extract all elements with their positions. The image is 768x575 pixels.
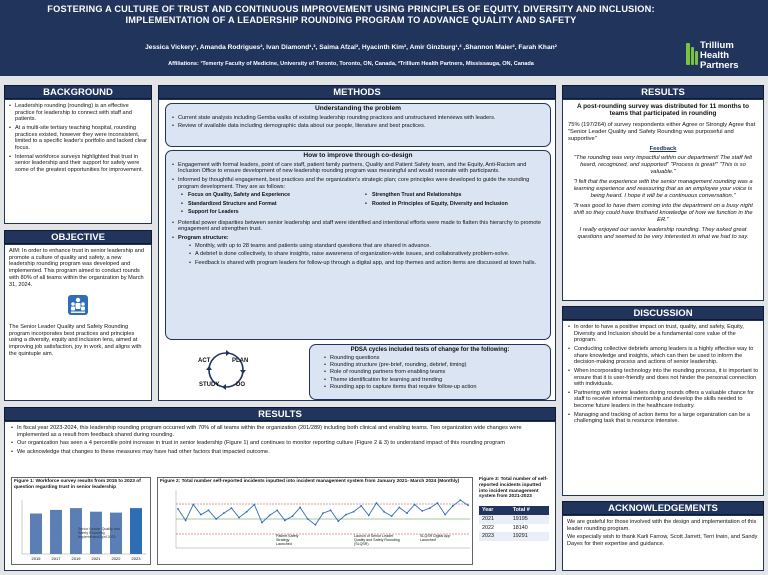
list-item: • Monthly, with up to 28 teams and patients using standard questions that are shared in advance. xyxy=(188,243,545,250)
list-item: • Current state analysis including Gemba walks of existing leadership rounding practices and unstructured interviews with leaders. xyxy=(171,115,545,122)
point-19 xyxy=(322,512,324,514)
point-17 xyxy=(307,518,309,520)
col-year: Year xyxy=(482,507,494,514)
point-35 xyxy=(444,514,446,516)
list-item: • Internal workforce surveys highlighted that trust in senior leadership and their support for safety were some of the greatest opportunities for improvement. xyxy=(8,154,148,174)
methods-heading: METHODS xyxy=(158,85,556,99)
figure-3 xyxy=(479,477,551,567)
point-6 xyxy=(223,512,225,514)
results-right-section xyxy=(562,99,764,301)
point-20 xyxy=(330,509,332,511)
objective-description: The Senior Leader Quality and Safety Rounding program incorporates best practices and principles using a diversity, equity and inclusion lens, aimed at improving job satisfaction, joy in work, and aligns with the quintuple aim. xyxy=(9,323,142,357)
point-32 xyxy=(421,510,423,512)
point-28 xyxy=(391,515,393,517)
survey-lead: A post-rounding survey was distributed for 11 months to teams that participated in rounding xyxy=(577,103,749,118)
point-30 xyxy=(406,512,408,514)
list-item: • In fiscal year 2023-2024, this leadership rounding program occurred with 70% of all teams within the organization (201/289) including both clinical and enabling teams. Two organization wide changes were implemented as a result from feedback shared during rounding. xyxy=(10,425,550,438)
point-0 xyxy=(177,508,179,510)
point-34 xyxy=(437,502,439,504)
codesign-list-2 xyxy=(171,220,545,267)
results-right-heading: RESULTS xyxy=(562,85,764,99)
list-item: • Our organization has seen a 4 percentile point increase in trust in senior leadership (Figure 1) and continues to monitor reporting culture (Figure 2 & 3) to understand impact of this rounding program xyxy=(10,440,550,447)
results-bottom-heading: RESULTS xyxy=(4,407,556,421)
point-11 xyxy=(261,522,263,524)
structure-label: Program structure: xyxy=(178,234,229,241)
figure-2-annotation-1: Patient Safety Strategy Launched xyxy=(276,534,299,547)
list-item: • Role of rounding partners from enabling teams xyxy=(323,369,545,376)
discussion-heading: DISCUSSION xyxy=(562,306,764,320)
bar-2023 xyxy=(130,508,142,554)
point-21 xyxy=(337,520,339,522)
figure-2-caption: Figure 2: Total number self-reported incidents inputted into incident management system from January 2021- March 2024 (Monthly) xyxy=(160,479,460,484)
tick-label: 2021 xyxy=(91,555,101,561)
list-item: • Rounding questions xyxy=(323,355,545,362)
principle-item: • Rooted in Principles of Equity, Diversity and Inclusion xyxy=(365,201,545,208)
title-line-1: FOSTERING A CULTURE OF TRUST AND CONTINUOUS IMPROVEMENT USING PRINCIPLES OF EQUITY, DIVERSITY AND INCLUSION: xyxy=(47,4,655,14)
acknowledgements-heading: ACKNOWLEDGEMENTS xyxy=(562,501,764,515)
point-26 xyxy=(376,502,378,504)
figure-2-annotation-2: Launch of Senior Leader Quality and Safety Rounding (SLQSR) xyxy=(354,534,400,547)
point-25 xyxy=(368,514,370,516)
point-7 xyxy=(231,507,233,509)
trillium-logo xyxy=(686,40,768,72)
quote-1: "The rounding was very impactful within our department! The staff felt heard, recognized, and supported" "Process is great!" "This is so valuable." xyxy=(574,155,752,176)
bar-2015 xyxy=(30,513,42,554)
list-item: • Leadership rounding (rounding) is an effective practice for leadership to connect with staff and patients. xyxy=(8,103,148,123)
figure-2-annotation-3: SLQSR Digital App Launched xyxy=(420,534,451,543)
pdsa-list xyxy=(323,355,545,391)
point-8 xyxy=(238,516,240,518)
tick-label: 2022 xyxy=(111,555,121,561)
list-item: • Potential power disparities between senior leadership and staff were identified and intentional efforts were made to flatten this hierarchy to promote engagement and strengthen trust. xyxy=(171,220,545,233)
ack-paragraph-1: We are grateful for those involved with the design and implementation of this leader rounding program. xyxy=(567,519,757,532)
core-principles xyxy=(181,192,545,218)
list-item xyxy=(171,235,545,266)
list-item: • Theme identification for learning and trending xyxy=(323,377,545,384)
principle-item: • Standardized Structure and Format xyxy=(181,201,361,208)
figure-1 xyxy=(11,477,151,565)
principle-item: • Support for Leaders xyxy=(181,209,361,216)
list-item: • Feedback is shared with program leaders for follow-up through a digital app, and top themes and action items are discussed at town halls. xyxy=(188,260,545,267)
results-bottom-section xyxy=(4,421,556,571)
survey-stat: 75% (197/264) of survey respondents either Agree or Strongly Agree that "Senior Leader Quality and Safety Rounding was purposeful and supportive" xyxy=(568,121,756,142)
objective-aim: AIM: In order to enhance trust in senior leadership and promote a culture of quality and safety, a new leadership rounding program was developed and implemented. This program aimed to conduct rounds with 80% of all teams within the organization by March 31, 2024. xyxy=(9,248,144,288)
pdsa-plan: PLAN xyxy=(232,358,249,364)
background-section xyxy=(4,99,152,224)
pdsa-study: STUDY xyxy=(199,382,220,388)
point-16 xyxy=(299,506,301,508)
author-list: Jessica Vickery¹, Amanda Rodrigues², Ivan Diamond¹,², Saima Afzal², Hyacinth Kim², Amir Ginzburg¹,² ,Shannon Maier², Farah Khan² xyxy=(145,44,557,51)
feedback-label: Feedback xyxy=(649,145,677,152)
point-10 xyxy=(253,503,255,505)
discussion-section xyxy=(562,320,764,496)
list-item: • Informed by thoughtful engagement, best practices and the organization's strategic plan; core principles were developed to guide the rounding program development. They are as follows: xyxy=(171,177,545,190)
quote-2: "I felt that the experience with the senior management rounding was a learning experience and reassuring that as an employee your voice is being heard. I hope it will be a continuous conversation." xyxy=(573,179,753,199)
codesign-list xyxy=(171,162,545,191)
point-38 xyxy=(467,504,469,506)
structure-list xyxy=(188,243,545,267)
list-item: • We acknowledge that changes to these measures may have had other factors that impacted outcome. xyxy=(10,449,550,456)
trillium-leaf-icon xyxy=(686,43,698,65)
figure-1-annotation: Senior Leader Quality and Safety Rounding implemented April 2023 xyxy=(78,527,120,540)
point-24 xyxy=(360,505,362,507)
pdsa-panel xyxy=(309,344,551,400)
tick-label: 2017 xyxy=(51,555,61,561)
list-item: • Conducting collective debriefs among leaders is a highly effective way to share knowledge and insights, which can then be used to inform the decision-making process and actions of senior leadership. xyxy=(567,346,759,366)
point-22 xyxy=(345,514,347,516)
quote-3: "It was good to have them coming into the department on a busy night shift so they could have firsthand knowledge of how we function in the ER." xyxy=(573,202,753,223)
point-27 xyxy=(383,511,385,513)
table-row: 2021 19195 xyxy=(479,515,549,524)
ack-paragraph-2: We especially wish to thank Karli Farrow, Scott Jarrett, Terri Irwin, and Sandy Dayes for their expertise and guidance. xyxy=(567,534,758,548)
point-29 xyxy=(398,506,400,508)
col-total: Total # xyxy=(512,507,530,514)
list-item: • Managing and tracking of action items for a large organization can be a challenging task that is resource intensive. xyxy=(567,412,759,425)
point-4 xyxy=(208,509,210,511)
people-network-icon xyxy=(9,294,147,319)
list-item: • At a multi-site tertiary teaching hospital, rounding practices existed, however they were inconsistent, limited to a specific leader's portfolio and lacked clear focus. xyxy=(8,125,148,152)
list-item: • Partnering with senior leaders during rounds offers a valuable chance for staff to receive informal mentorship and develop the skills needed to become future leaders in the healthcare industry. xyxy=(567,390,759,410)
discussion-list xyxy=(567,324,759,425)
list-item: • A debrief is done collectively, to share insights, raise awareness of organization-wide issues, and collaboratively problem-solve. xyxy=(188,251,545,258)
poster-title xyxy=(6,4,696,26)
tick-label: 2023 xyxy=(131,555,141,561)
point-12 xyxy=(269,514,271,516)
point-5 xyxy=(215,518,217,520)
results-bottom-list xyxy=(10,425,550,455)
understanding-panel xyxy=(165,103,551,147)
affiliations: Affiliations: ¹Temerty Faculty of Medicine, University of Toronto, Toronto, ON, Canada, ²Trillium Health Partners, Mississauga, ON, Canada xyxy=(168,61,534,67)
figure-3-table xyxy=(479,506,549,541)
principle-item: • Focus on Quality, Safety and Experience xyxy=(181,192,361,199)
list-item: • When incorporating technology into the rounding process, it is important to ensure that it is user-friendly and does not hinder the personal connection with individuals. xyxy=(567,368,759,388)
logo-wordmark: Trillium Health Partners xyxy=(700,40,739,71)
list-item: • In order to have a positive impact on trust, quality, and safety, Equity, Diversity and Inclusion should be a fundamental core value of the program. xyxy=(567,324,759,344)
objective-heading: OBJECTIVE xyxy=(4,230,152,244)
pdsa-act: ACT xyxy=(198,358,211,364)
list-item: • Engagement with formal leaders, point of care staff, patient family partners, Quality and Patient Safety team, and the Equity, Anti-Racism and Inclusion Office to ensure development of new leadership rounding program was meaningful and would resonate with participants. xyxy=(171,162,545,175)
point-15 xyxy=(292,515,294,517)
list-item: • Review of available data including demographic data about our people, literature and best practices. xyxy=(171,123,545,130)
tick-label: 2015 xyxy=(31,555,41,561)
list-item: • Rounding app to capture items that require follow-up action xyxy=(323,384,545,391)
point-36 xyxy=(452,505,454,507)
point-23 xyxy=(353,511,355,513)
figure-2-line-chart xyxy=(158,486,473,556)
table-row: 2022 18140 xyxy=(479,524,549,533)
figure-1-caption: Figure 1: Workforce survey results from 2015 to 2023 of question regarding trust in senior leadership xyxy=(14,479,141,490)
quote-4: I really enjoyed our senior leadership rounding. They asked great questions and seemed to be very interested in what we had to say. xyxy=(577,226,749,240)
point-2 xyxy=(192,503,194,505)
bar-2017 xyxy=(50,509,62,553)
figure-2 xyxy=(157,477,473,565)
list-item: • Rounding structure (pre-brief, rounding, debrief, timing) xyxy=(323,362,545,369)
pdsa-cycle-diagram xyxy=(197,344,255,396)
poster-banner xyxy=(0,0,768,76)
understanding-title: Understanding the problem xyxy=(314,105,402,112)
codesign-title: How to improve through co-design xyxy=(303,152,413,159)
point-9 xyxy=(246,511,248,513)
title-line-2: IMPLEMENTATION OF A LEADERSHIP ROUNDING PROGRAM TO ADVANCE QUALITY AND SAFETY xyxy=(125,15,577,25)
point-37 xyxy=(459,499,461,501)
pdsa-title: PDSA cycles included tests of change for the following: xyxy=(350,347,510,353)
point-18 xyxy=(314,524,316,526)
objective-section xyxy=(4,244,152,401)
methods-section xyxy=(158,99,556,401)
principle-item: • Strengthen Trust and Relationships xyxy=(365,192,545,199)
pdsa-do: DO xyxy=(236,382,245,388)
codesign-panel xyxy=(165,150,551,340)
background-heading: BACKGROUND xyxy=(4,85,152,99)
background-list xyxy=(8,103,148,174)
acknowledgements-section xyxy=(562,515,764,571)
table-header-row xyxy=(479,506,549,515)
point-33 xyxy=(429,507,431,509)
understanding-list xyxy=(171,115,545,130)
point-3 xyxy=(200,514,202,516)
point-14 xyxy=(284,519,286,521)
figure-3-caption: Figure 3: Total number of self-reported incidents inputted into incident management system from 2021-2023 xyxy=(479,477,548,500)
point-13 xyxy=(276,509,278,511)
table-row: 2023 19291 xyxy=(479,532,549,541)
tick-label: 2019 xyxy=(71,555,81,561)
point-1 xyxy=(185,519,187,521)
point-31 xyxy=(414,503,416,505)
